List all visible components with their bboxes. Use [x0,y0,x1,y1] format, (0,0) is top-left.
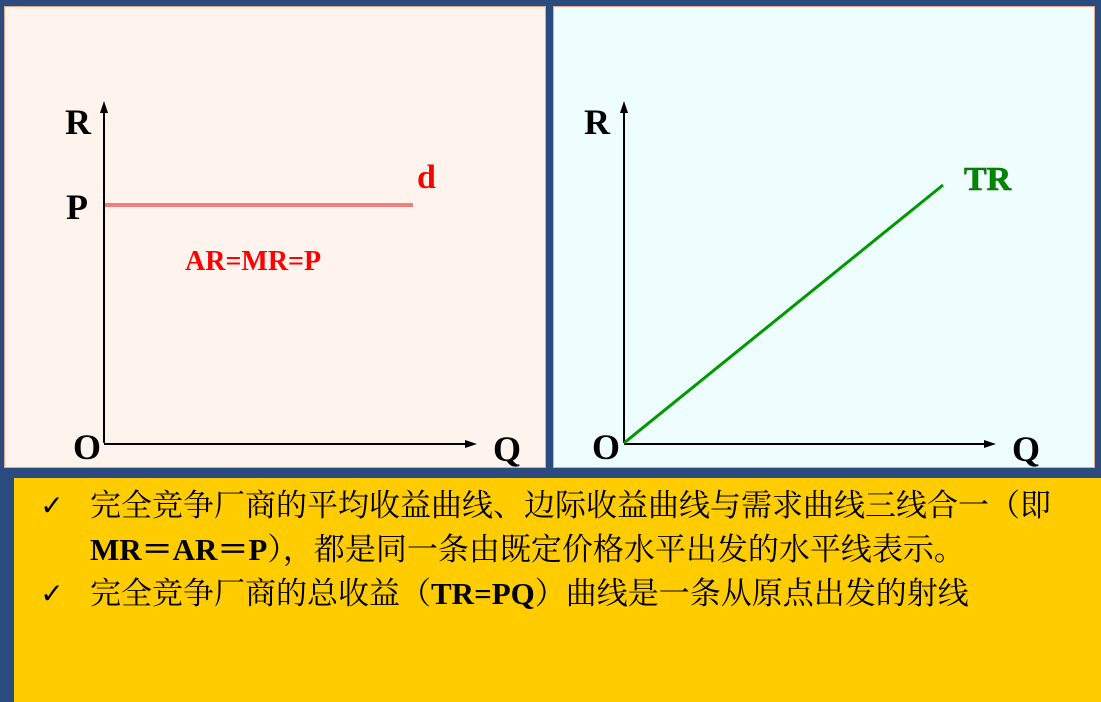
right-chart [554,7,1096,469]
y-axis-arrow [100,101,108,113]
y-axis-label: R [65,102,91,142]
left-chart-panel [4,6,546,468]
right-chart-panel [553,6,1095,468]
tr-curve-label: TR [964,161,1012,198]
price-label: P [66,187,88,227]
bullet-text: 完全竞争厂商的总收益（TR=PQ）曲线是一条从原点出发的射线 [90,576,969,612]
check-mark-icon: ✓ [40,489,64,522]
tr-line [624,185,943,443]
bullet-item [14,572,1089,616]
x-axis-arrow [465,440,477,448]
x-axis-label: Q [493,429,522,469]
x-axis-arrow [984,440,996,448]
origin-label: O [592,427,621,467]
check-mark-icon: ✓ [40,577,64,610]
bullet-text: 完全竞争厂商的平均收益曲线、边际收益曲线与需求曲线三线合一（即MR＝AR＝P），都是同一条由既定价格水平出发的水平线表示。 [90,488,1051,568]
y-axis-arrow [620,101,628,113]
left-chart [5,7,547,469]
notes-box [14,478,1101,702]
origin-label: O [73,427,102,467]
demand-curve-label: d [417,159,436,196]
bullet-item [14,484,1089,572]
y-axis-label: R [584,102,610,142]
x-axis-label: Q [1012,429,1041,469]
ar-mr-p-annotation: AR=MR=P [185,246,322,277]
